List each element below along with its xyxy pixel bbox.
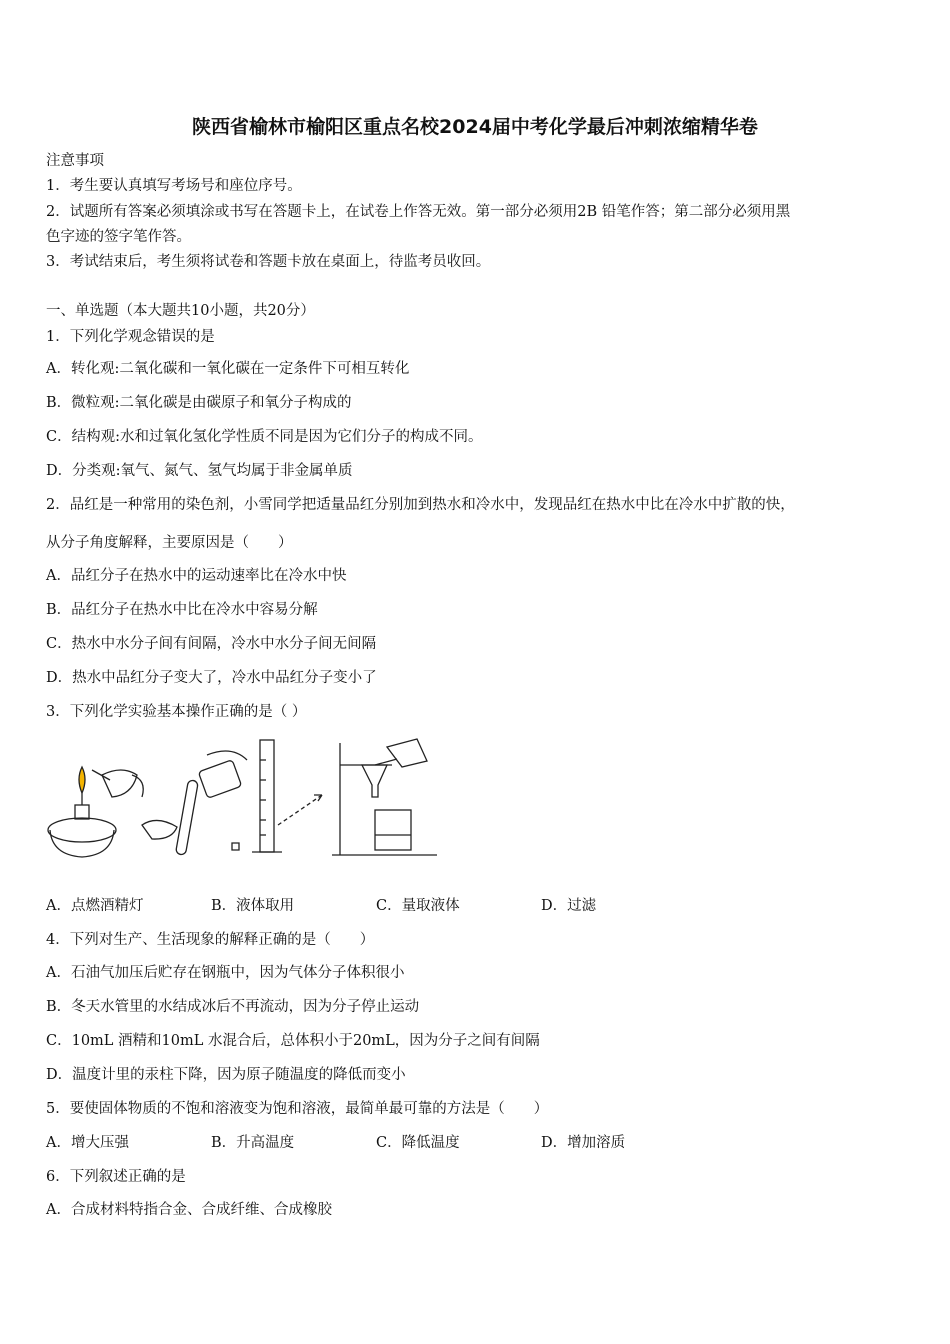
question-stem: 4．下列对生产、生活现象的解释正确的是（ ） <box>46 932 375 948</box>
option: D．温度计里的汞柱下降，因为原子随温度的降低而变小 <box>46 1067 406 1083</box>
options-row <box>46 1133 625 1153</box>
option: B．液体取用 <box>211 898 295 914</box>
page-title: 陕西省榆林市榆阳区重点名校2024届中考化学最后冲刺浓缩精华卷 <box>192 116 758 138</box>
notice-item: 3．考试结束后，考生须将试卷和答题卡放在桌面上，待监考员收回。 <box>46 254 491 270</box>
option: A．品红分子在热水中的运动速率比在冷水中快 <box>46 568 347 584</box>
question-stem: 2．品红是一种常用的染色剂，小雪同学把适量品红分别加到热水和冷水中，发现品红在热水中比在冷水中扩散的快， <box>46 497 795 513</box>
option: A．石油气加压后贮存在钢瓶中，因为气体分子体积很小 <box>46 965 405 981</box>
option: B．品红分子在热水中比在冷水中容易分解 <box>46 602 318 618</box>
notice-item: 2．试题所有答案必须填涂或书写在答题卡上，在试卷上作答无效。第一部分必须用2B 铅笔作答；第二部分必须用黑 <box>46 204 791 220</box>
question-stem-cont: 从分子角度解释，主要原因是（ ） <box>46 535 293 551</box>
option: B．冬天水管里的水结成冰后不再流动，因为分子停止运动 <box>46 999 420 1015</box>
option: A．点燃酒精灯 <box>46 898 144 914</box>
option: D．增加溶质 <box>541 1135 626 1151</box>
option: B．微粒观:二氧化碳是由碳原子和氧分子构成的 <box>46 395 352 411</box>
options-row <box>46 896 596 916</box>
option: D．热水中品红分子变大了，冷水中品红分子变小了 <box>46 670 377 686</box>
lab-operations-figure <box>42 735 442 865</box>
option: C．量取液体 <box>376 898 460 914</box>
liquid-pouring-drawing <box>142 751 247 855</box>
filtration-drawing <box>332 739 437 855</box>
notice-item: 色字迹的签字笔作答。 <box>46 229 191 245</box>
question-stem: 3．下列化学实验基本操作正确的是（ ） <box>46 704 307 720</box>
question-stem: 5．要使固体物质的不饱和溶液变为饱和溶液，最简单最可靠的方法是（ ） <box>46 1101 549 1117</box>
alcohol-lamp-drawing <box>48 767 143 857</box>
option: C．结构观:水和过氧化氢化学性质不同是因为它们分子的构成不同。 <box>46 429 483 445</box>
lab-figure-svg <box>42 735 442 865</box>
option: A．合成材料特指合金、合成纤维、合成橡胶 <box>46 1202 332 1218</box>
notice-item: 1．考生要认真填写考场号和座位序号。 <box>46 178 302 194</box>
option: C．降低温度 <box>376 1135 460 1151</box>
option: D．过滤 <box>541 898 597 914</box>
option: C．10mL 酒精和10mL 水混合后，总体积小于20mL，因为分子之间有间隔 <box>46 1033 540 1049</box>
option: B．升高温度 <box>211 1135 295 1151</box>
question-stem: 6．下列叙述正确的是 <box>46 1169 186 1185</box>
option: A．转化观:二氧化碳和一氧化碳在一定条件下可相互转化 <box>46 361 410 377</box>
option: A．增大压强 <box>46 1135 129 1151</box>
option: D．分类观:氧气、氮气、氢气均属于非金属单质 <box>46 463 353 479</box>
question-stem: 1．下列化学观念错误的是 <box>46 329 215 345</box>
section-heading: 一、单选题（本大题共10小题，共20分） <box>46 303 315 319</box>
graduated-cylinder-drawing <box>252 740 322 852</box>
notice-heading: 注意事项 <box>46 153 104 169</box>
option: C．热水中水分子间有间隔，冷水中水分子间无间隔 <box>46 636 377 652</box>
